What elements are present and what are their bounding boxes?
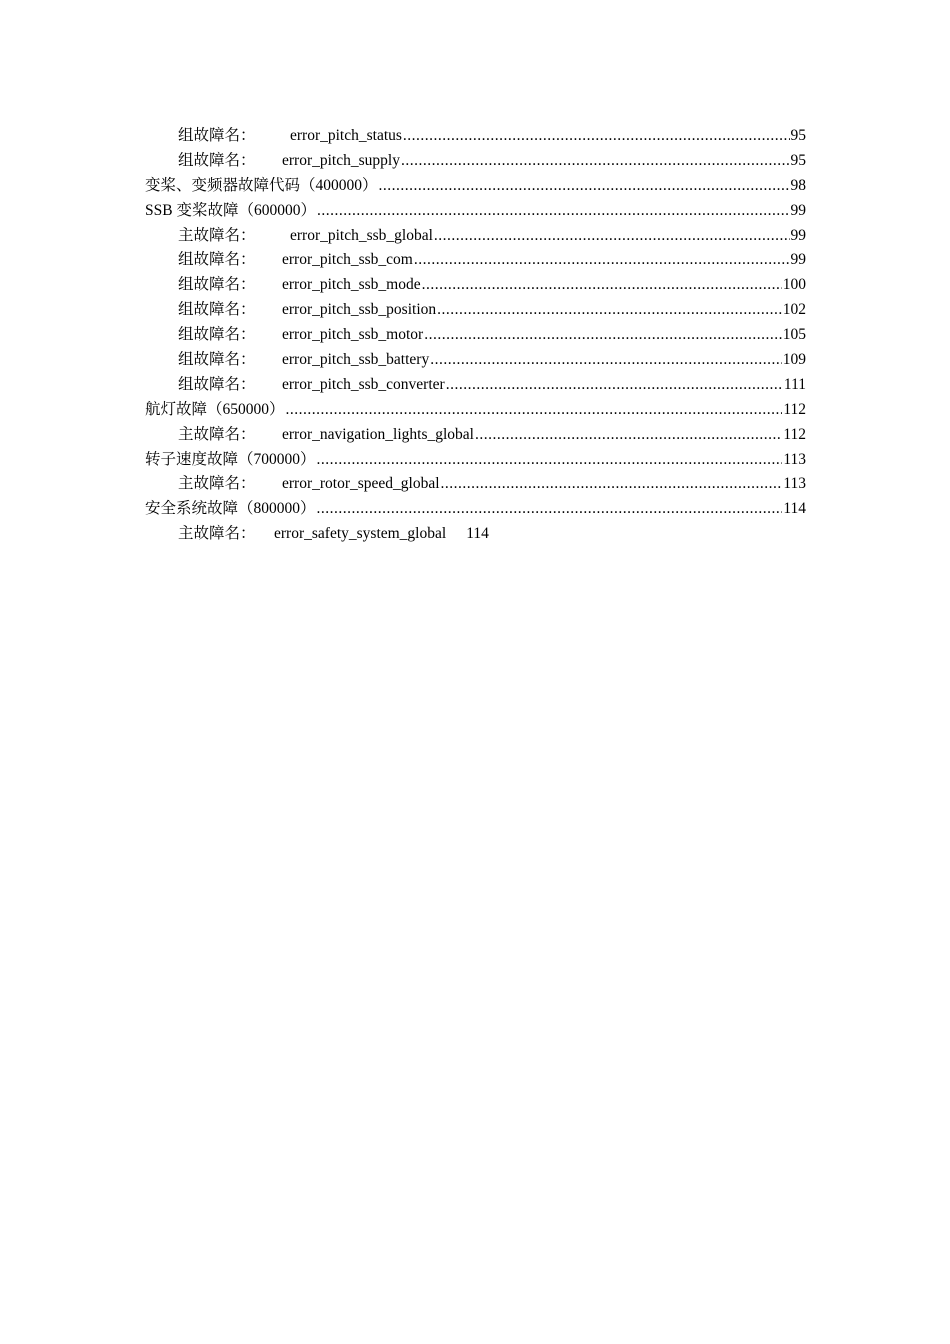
toc-entry-error-pitch-ssb-position[interactable] <box>145 298 806 323</box>
page-number: 99 <box>790 251 806 269</box>
toc-entry-error-rotor-speed-global[interactable] <box>145 472 806 497</box>
entry-label: 组故障名： <box>178 151 256 169</box>
entry-name: error_pitch_status <box>290 127 402 144</box>
entry-title: 转子速度故障（700000） <box>145 450 316 468</box>
toc-entry-navigation-lights-fault[interactable] <box>145 398 806 423</box>
entry-label: 主故障名： <box>178 425 256 443</box>
toc-entry-error-pitch-supply[interactable] <box>145 149 806 174</box>
toc-entry-error-pitch-status[interactable] <box>145 124 806 149</box>
dot-leader <box>475 423 782 448</box>
entry-name: error_pitch_supply <box>282 151 400 169</box>
entry-name: error_navigation_lights_global <box>282 425 474 443</box>
entry-label: 主故障名： <box>178 226 256 244</box>
dot-leader <box>414 248 790 273</box>
dot-leader <box>379 174 790 199</box>
toc-entry-ssb-pitch-fault[interactable] <box>145 199 806 224</box>
dot-leader <box>317 497 783 522</box>
entry-label: 主故障名： <box>178 525 256 543</box>
page-number: 95 <box>790 127 806 144</box>
dot-leader <box>430 348 782 373</box>
dot-leader <box>401 149 790 174</box>
entry-name: error_pitch_ssb_position <box>282 301 437 319</box>
entry-label: 组故障名： <box>178 326 256 344</box>
page-number: 111 <box>783 375 806 393</box>
page-number: 100 <box>782 276 806 294</box>
dot-leader <box>434 224 790 249</box>
entry-title: 航灯故障（650000） <box>145 400 285 418</box>
entry-title: 变桨、变频器故障代码（400000） <box>145 176 378 194</box>
toc-entry-rotor-speed-fault[interactable] <box>145 448 806 473</box>
toc-entry-safety-system-fault[interactable] <box>145 497 806 522</box>
page-number: 113 <box>783 475 806 493</box>
entry-label: 组故障名： <box>178 127 256 144</box>
dot-leader <box>286 398 783 423</box>
page-number: 102 <box>782 301 806 319</box>
toc-entry-error-pitch-ssb-com[interactable] <box>145 248 806 273</box>
page-number: 112 <box>783 425 806 443</box>
dot-leader <box>317 199 790 224</box>
page-number: 112 <box>783 400 806 418</box>
entry-name: error_pitch_ssb_battery <box>282 351 430 369</box>
entry-label: 组故障名： <box>178 375 256 393</box>
dot-leader <box>403 124 790 149</box>
page-number: 105 <box>782 326 806 344</box>
entry-name: error_pitch_ssb_com <box>282 251 413 269</box>
page-number: 95 <box>790 151 806 169</box>
page-number: 98 <box>790 176 806 194</box>
entry-name: error_pitch_ssb_converter <box>282 375 445 393</box>
toc-entry-error-pitch-ssb-mode[interactable] <box>145 273 806 298</box>
entry-name: error_pitch_ssb_mode <box>282 276 421 294</box>
page-number: 99 <box>790 201 806 219</box>
dot-leader <box>317 448 783 473</box>
dot-leader <box>424 323 782 348</box>
entry-name: error_pitch_ssb_motor <box>282 326 424 344</box>
entry-label: 主故障名： <box>178 475 256 493</box>
dot-leader <box>437 298 782 323</box>
entry-label: 组故障名： <box>178 351 256 369</box>
toc-entry-pitch-converter-codes[interactable] <box>145 174 806 199</box>
toc-entry-error-pitch-ssb-global[interactable] <box>145 224 806 249</box>
entry-label: 组故障名： <box>178 276 256 294</box>
dot-leader <box>441 472 783 497</box>
entry-name: error_safety_system_global <box>274 525 447 543</box>
dot-leader <box>446 373 783 398</box>
page-number: 99 <box>790 226 806 244</box>
page-number: 113 <box>783 450 806 468</box>
table-of-contents <box>145 124 806 547</box>
entry-title: 安全系统故障（800000） <box>145 500 316 518</box>
page-number: 114 <box>466 525 489 543</box>
entry-label: 组故障名： <box>178 251 256 269</box>
entry-name: error_pitch_ssb_global <box>290 226 433 244</box>
entry-name: error_rotor_speed_global <box>282 475 440 493</box>
toc-entry-error-safety-system-global[interactable] <box>145 522 806 547</box>
toc-entry-error-pitch-ssb-converter[interactable] <box>145 373 806 398</box>
page-number: 114 <box>783 500 806 518</box>
toc-entry-error-pitch-ssb-battery[interactable] <box>145 348 806 373</box>
dot-leader <box>422 273 782 298</box>
entry-title: SSB 变桨故障（600000） <box>145 201 316 219</box>
toc-entry-error-pitch-ssb-motor[interactable] <box>145 323 806 348</box>
page-number: 109 <box>782 351 806 369</box>
entry-label: 组故障名： <box>178 301 256 319</box>
toc-entry-error-navigation-lights-global[interactable] <box>145 423 806 448</box>
